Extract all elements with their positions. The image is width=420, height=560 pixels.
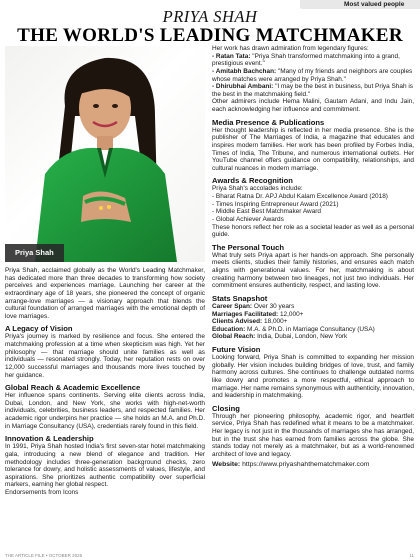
legacy-paragraph: Priya's journey is marked by resilience and focus. She entered the matchmaking profession at a time when skepticism was high. Yet her philosophy — that marriage should unite families as well as individuals — resonated strongly. Today, her reputation rests on over 12,000 successful marriages and thousands more lives touched by her guidance. [5,333,205,379]
section-heading-closing: Closing [212,403,240,413]
closing-paragraph: Through her pioneering philosophy, academic rigor, and heartfelt service, Priya Shah has redefined what it means to be a matchmaker. Her legacy is not just in the thousands of marriages she has arranged, but in the trust she has earned from families across the globe. She stands today not merely as a matchmaker, but as a world-renowned architect of love and legacy. [212,412,414,458]
section-heading-future: Future Vision [212,345,261,354]
page-number: 11 [409,553,414,558]
quote-author: - Amitabh Bachchan: [212,67,277,75]
section-heading-touch: The Personal Touch [212,242,285,252]
section-tab: Most valued people [300,0,420,9]
stat-value: Over 30 years [252,302,295,310]
award-item: - Bharat Ratna Dr. APJ Abdul Kalam Excellence Award (2018) [212,193,388,200]
section-heading-innovation: Innovation & Leadership [5,434,94,444]
award-item: - Times Inspiring Entrepreneur Award (2021) [212,200,339,208]
intro-paragraph: Priya Shah, acclaimed globally as the World's Leading Matchmaker, has dedicated more than three decades to transforming how society perceives and experiences marriage. Launching her career at the extraordinary age of 18 years, she pioneered the concept of organic arrange-love marriages — a visionary approach that blends the cultural foundation of arranged marriages with the emotional depth of love marriages. [5,267,205,320]
stat-value: India, Dubai, London, New York [255,333,348,341]
photo-caption: Priya Shah [5,244,64,262]
article-title: THE WORLD'S LEADING MATCHMAKER [17,25,403,46]
stat-label: Education: [212,325,246,333]
section-heading-legacy: A Legacy of Vision [5,324,73,334]
endorsements-lead: Endorsements from Icons [5,489,79,496]
stat-label: Clients Advised: [212,318,263,326]
award-item: - Middle East Best Matchmaker Award [212,208,322,216]
stat-row [212,326,414,334]
awards-outro: These honors reflect her role as a societal leader as well as a personal guide. [212,223,414,239]
touch-paragraph: What truly sets Priya apart is her hands-on approach. She personally meets clients, studies their family histories, and ensures each match aligns with generational values. For her, matchmaking is about creating harmony between two lineages, not just two individuals. Her commitment ensures authenticity, respect, and lasting love. [212,251,414,290]
award-item: - Global Achiever Awards [212,215,284,223]
stat-value: 12,000+ [278,310,304,318]
person-name: PRIYA SHAH [162,7,258,26]
section-heading-awards: Awards & Recognition [212,176,293,186]
quote-item [212,53,414,68]
admiration-line: Her work has drawn admiration from legendary figures: [212,45,369,52]
left-column [5,267,205,497]
stat-label: Global Reach: [212,333,256,341]
footer-publication: THE ARTICLE FILE • OCTOBER 2025 [5,553,83,558]
website-link[interactable]: https://www.priyashahthematchmaker.com [240,460,370,468]
quote-item [212,68,414,83]
quote-item [212,83,414,98]
stat-row [212,311,414,319]
quote-author: - Ratan Tata: [212,52,251,60]
stat-row [212,318,414,326]
portrait-photo [5,46,205,262]
awards-intro: Priya Shah's accolades include: [212,185,303,193]
media-paragraph: Her thought leadership is reflected in her media presence. She is the publisher of The Marriages of India, a magazine that educates and inspires modern families. Her work has been profiled by Forbes India, Times of India, The Tribune, and numerous international outlets. Her YouTube channel offers guidance on compatibility, relationships, and cultural nuances in modern marriage. [212,126,414,172]
quote-author: - Dhirubhai Ambani: [212,83,274,91]
stat-row [212,333,414,341]
other-admirers: Other admirers include Hema Malini, Gautam Adani, and Indu Jain, each acknowledging her influence and commitment. [212,98,414,113]
section-heading-media: Media Presence & Publications [212,117,325,127]
quote-text: "Many of my friends and neighbors are couples whose matches were arranged by Priya Shah." [212,67,413,83]
quote-text: "I may be the best in business, but Priya Shah is the best in the matchmaking field." [212,83,413,98]
section-heading-stats: Stats Snapshot [212,293,268,303]
reach-paragraph: Her influence spans continents. Serving elite clients across India, Dubai, London, and New York, she works with high-net-worth individuals, celebrities, business leaders, and respected families. Her academic rigor underpins her practice — she holds an M.A. and Ph.D. in Marriage Consultancy (USA), credentials rarely found in this field. [5,392,205,430]
stat-label: Marriages Facilitated: [212,310,279,318]
article-header [0,8,420,46]
section-heading-reach: Global Reach & Academic Excellence [5,383,141,393]
stat-label: Career Span: [212,302,253,310]
stat-row [212,303,414,311]
stat-value: 18,000+ [262,318,288,326]
future-paragraph: Looking forward, Priya Shah is committed to expanding her mission globally. Her vision includes building bridges of love, trust, and family harmony across cultures. She continues to challenge outdated norms like dowry and promotes a more respectful, ethical approach to marriage. Her name remains synonymous with authenticity, innovation, and leadership in matchmaking. [212,354,414,400]
stat-value: M.A. & Ph.D. in Marriage Consultancy (USA) [245,325,375,333]
page-footer [5,553,414,559]
website-label: Website: [212,460,241,468]
right-column [212,45,414,469]
quote-text: "Priya Shah transformed matchmaking into a grand, prestigious event." [212,52,400,68]
website-line [212,460,414,469]
portrait-illustration [5,46,205,262]
innovation-paragraph: In 1991, Priya Shah hosted India's first seven-star hotel matchmaking gala, introducing a new blend of elegance and tradition. Her methodology includes three-generation background checks, zero tolerance for dowry, and holistic assessments of values, lifestyle, and aspirations. She prioritizes authentic compatibility over superficial markers, earning her global respect. [5,443,205,489]
